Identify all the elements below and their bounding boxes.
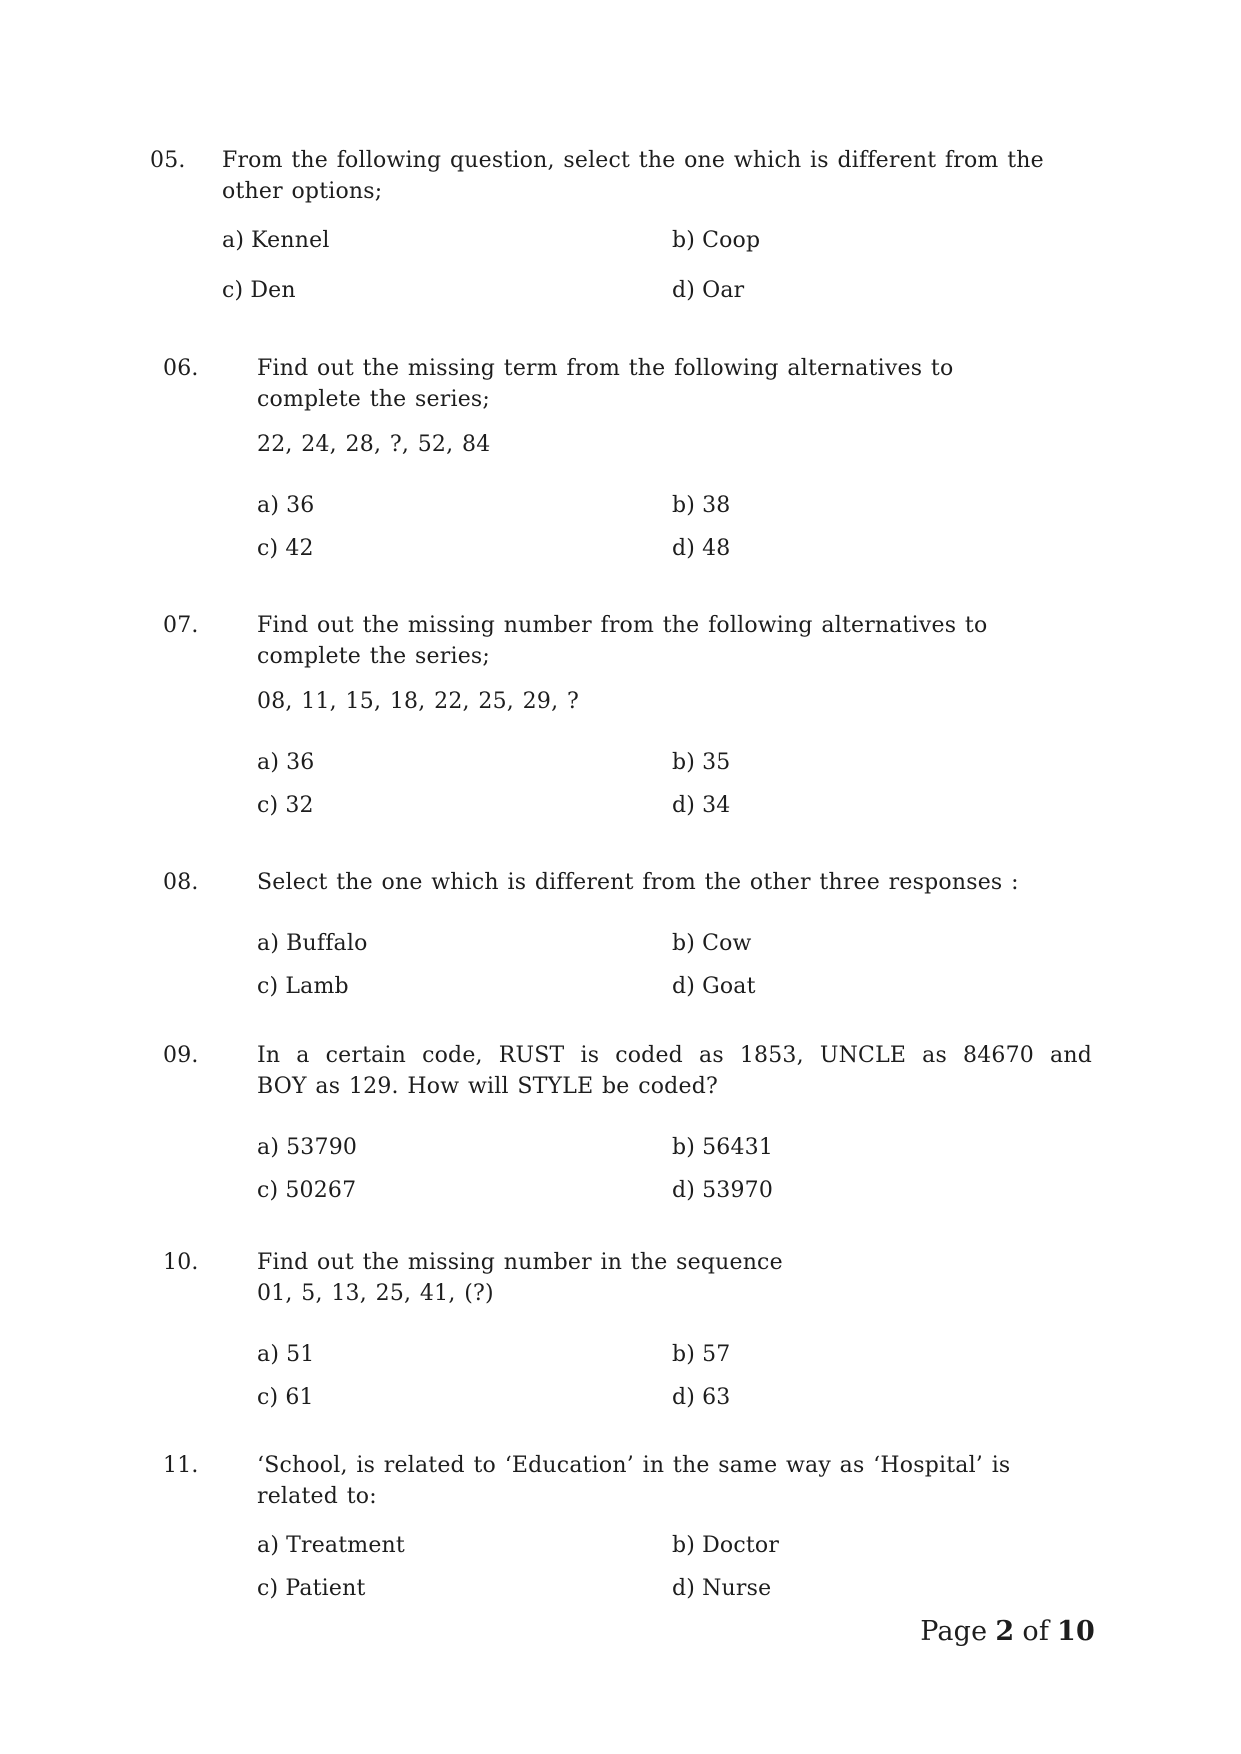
question-10 [163,1247,1092,1413]
option-label: c) [222,278,244,303]
options-row [257,1339,1092,1370]
question-body [222,145,1092,306]
option-text: 57 [702,1342,731,1367]
option-c [257,1175,672,1206]
option-label: a) [257,1135,280,1160]
option-b [672,1339,730,1370]
option-d [672,1382,730,1413]
option-text: 38 [702,493,731,518]
option-label: b) [672,931,696,956]
option-text: Coop [702,228,761,253]
option-text: 51 [286,1342,315,1367]
question-text-line: complete the series; [257,644,491,669]
option-text: Doctor [702,1533,780,1558]
option-text: Cow [702,931,752,956]
option-b [672,225,760,256]
question-text-line: related to: [257,1484,377,1509]
question-body [257,867,1092,1002]
question-body [257,1450,1092,1604]
option-label: c) [257,1385,279,1410]
option-label: d) [672,536,696,561]
options-group [257,1339,1092,1413]
question-text-line: ‘School, is related to ‘Education’ in the same way as ‘Hospital’ is [257,1453,1011,1478]
option-label: a) [257,493,280,518]
option-text: 48 [702,536,731,561]
option-text: 53790 [286,1135,358,1160]
options-row [257,490,1092,521]
footer-current-page: 2 [995,1616,1015,1647]
option-a [222,225,672,256]
option-text: Buffalo [286,931,368,956]
option-label: c) [257,1178,279,1203]
options-group [222,225,1092,306]
options-group [257,747,1092,821]
option-c [257,533,672,564]
option-a [257,928,672,959]
question-09 [163,1040,1092,1206]
options-group [257,928,1092,1002]
option-label: d) [672,278,696,303]
question-body [257,353,1092,564]
option-c [257,971,672,1002]
question-number: 07. [163,613,199,638]
question-text-line: BOY as 129. How will STYLE be coded? [257,1074,718,1099]
options-row [257,1132,1092,1163]
option-a [257,1530,672,1561]
options-row [257,1573,1092,1604]
option-d [672,1175,773,1206]
option-b [672,747,730,778]
question-body [257,610,1092,821]
option-label: b) [672,1342,696,1367]
question-text-line: Find out the missing term from the following alternatives to [257,356,954,381]
number-series: 22, 24, 28, ?, 52, 84 [257,432,491,457]
question-text-line: Select the one which is different from the other three responses : [257,870,1019,895]
option-label: d) [672,1178,696,1203]
option-c [222,275,672,306]
option-label: d) [672,1576,696,1601]
options-row [257,747,1092,778]
question-body [257,1040,1092,1206]
number-series: 08, 11, 15, 18, 22, 25, 29, ? [257,689,579,714]
options-row [222,275,1092,306]
footer-of-label: of [1022,1616,1050,1647]
option-label: c) [257,536,279,561]
option-text: 63 [702,1385,731,1410]
option-c [257,790,672,821]
option-b [672,490,730,521]
question-number: 08. [163,870,199,895]
option-label: d) [672,1385,696,1410]
page-footer [920,1615,1095,1649]
option-c [257,1382,672,1413]
question-text-line: Find out the missing number in the sequence [257,1250,783,1275]
question-06 [163,353,1092,564]
footer-page-label: Page [920,1616,988,1647]
option-d [672,1573,771,1604]
question-number: 06. [163,356,199,381]
option-text: 36 [286,750,315,775]
question-number: 11. [163,1453,199,1478]
question-text-line: complete the series; [257,387,491,412]
option-text: 36 [286,493,315,518]
option-d [672,533,730,564]
option-text: 53970 [702,1178,774,1203]
option-label: a) [257,931,280,956]
question-text-line: From the following question, select the one which is different from the [222,148,1044,173]
option-label: b) [672,750,696,775]
question-number: 05. [150,148,186,173]
options-row [257,1382,1092,1413]
options-row [257,533,1092,564]
option-c [257,1573,672,1604]
option-label: d) [672,974,696,999]
option-a [257,1339,672,1370]
options-group [257,490,1092,564]
question-text-line: other options; [222,179,383,204]
option-label: c) [257,1576,279,1601]
question-text-line: In a certain code, RUST is coded as 1853, UNCLE as 84670 and [257,1043,1092,1068]
option-text: 50267 [285,1178,357,1203]
option-d [672,275,744,306]
options-row [257,1175,1092,1206]
option-label: b) [672,493,696,518]
option-text: 56431 [702,1135,774,1160]
option-a [257,490,672,521]
option-text: 34 [702,793,731,818]
option-label: c) [257,974,279,999]
question-number: 10. [163,1250,199,1275]
option-label: a) [222,228,245,253]
option-text: Oar [702,278,745,303]
option-text: 35 [702,750,731,775]
option-label: b) [672,228,696,253]
number-series: 01, 5, 13, 25, 41, (?) [257,1281,494,1306]
option-text: Goat [702,974,756,999]
option-text: Den [250,278,296,303]
footer-total-pages: 10 [1057,1616,1095,1647]
option-label: b) [672,1533,696,1558]
question-07 [163,610,1092,821]
option-text: Lamb [285,974,349,999]
question-05 [150,145,1092,306]
question-text-line: Find out the missing number from the following alternatives to [257,613,988,638]
option-text: 42 [285,536,314,561]
option-d [672,790,730,821]
options-group [257,1530,1092,1604]
option-d [672,971,756,1002]
option-b [672,1132,773,1163]
option-text: Patient [285,1576,366,1601]
option-text: Nurse [702,1576,772,1601]
option-label: a) [257,1533,280,1558]
option-b [672,928,752,959]
options-row [222,225,1092,256]
question-number: 09. [163,1043,199,1068]
option-label: c) [257,793,279,818]
option-label: a) [257,1342,280,1367]
question-body [257,1247,1092,1413]
option-label: d) [672,793,696,818]
option-b [672,1530,779,1561]
option-text: Treatment [286,1533,405,1558]
options-row [257,1530,1092,1561]
options-row [257,790,1092,821]
option-text: 32 [285,793,314,818]
option-text: 61 [285,1385,314,1410]
option-label: b) [672,1135,696,1160]
option-a [257,1132,672,1163]
options-group [257,1132,1092,1206]
options-row [257,971,1092,1002]
option-a [257,747,672,778]
options-row [257,928,1092,959]
option-label: a) [257,750,280,775]
question-11 [163,1450,1092,1604]
question-08 [163,867,1092,1002]
option-text: Kennel [251,228,330,253]
